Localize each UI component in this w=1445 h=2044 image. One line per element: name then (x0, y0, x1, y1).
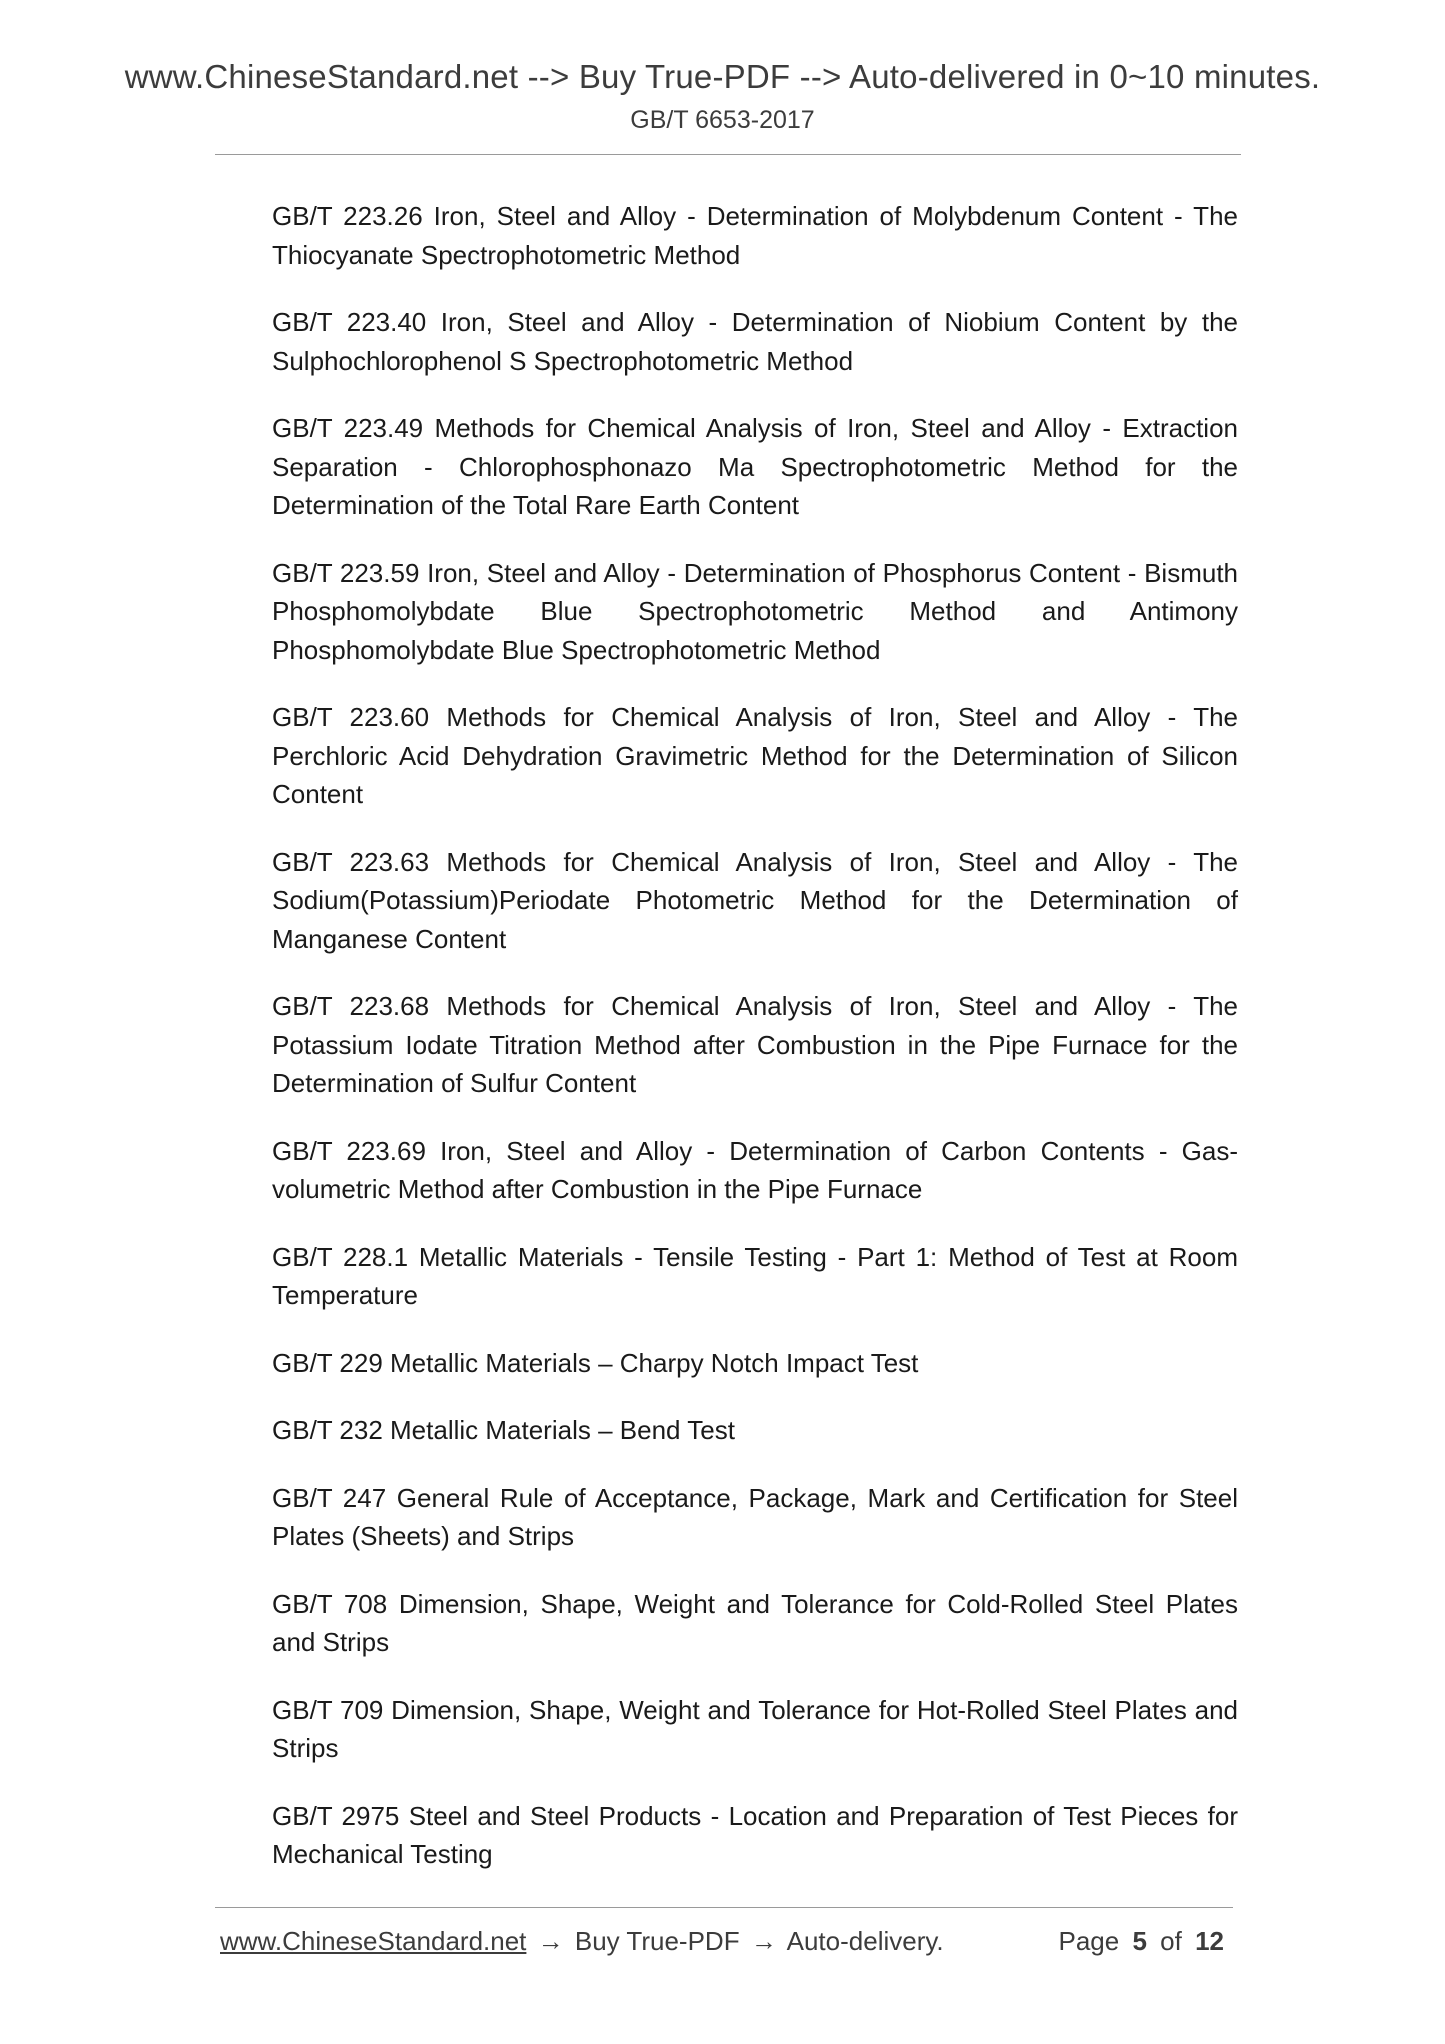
site-link[interactable]: www.ChineseStandard.net (220, 1926, 527, 1956)
normative-references-list (272, 197, 1238, 1903)
reference-item: GB/T 223.63 Methods for Chemical Analysis of Iron, Steel and Alloy - The Sodium(Potassium)Periodate Photometric Method for the Determination of Manganese Content (272, 846, 1238, 954)
current-page-number: 5 (1132, 1926, 1147, 1956)
reference-item: GB/T 223.59 Iron, Steel and Alloy - Determination of Phosphorus Content - Bismuth Phosphomolybdate Blue Spectrophotometric Method and Antimony Phosphomolybdate Blue Spectrophotometric Method (272, 557, 1238, 665)
reference-item: GB/T 223.69 Iron, Steel and Alloy - Determination of Carbon Contents - Gas-volumetric Method after Combustion in the Pipe Furnace (272, 1135, 1238, 1204)
reference-item: GB/T 223.40 Iron, Steel and Alloy - Determination of Niobium Content by the Sulphochlorophenol S Spectrophotometric Method (272, 307, 1238, 376)
page-of-label: of (1160, 1926, 1182, 1956)
total-pages-number: 12 (1195, 1926, 1224, 1956)
delivery-text: Auto-delivery. (786, 1926, 944, 1956)
reference-item: GB/T 232 Metallic Materials – Bend Test (272, 1415, 735, 1445)
page-indicator (1058, 1926, 1230, 1957)
right-arrow-icon: → (537, 1926, 564, 1956)
reference-item: GB/T 223.49 Methods for Chemical Analysis of Iron, Steel and Alloy - Extraction Separation - Chlorophosphonazo Ma Spectrophotometric Method for the Determination of the Total Rare Earth Content (272, 413, 1238, 520)
reference-item: GB/T 247 General Rule of Acceptance, Package, Mark and Certification for Steel Plates (Sheets) and Strips (272, 1482, 1238, 1551)
footer-divider (215, 1907, 1233, 1908)
reference-item: GB/T 2975 Steel and Steel Products - Location and Preparation of Test Pieces for Mechanical Testing (272, 1800, 1238, 1869)
right-arrow-icon: → (750, 1926, 777, 1956)
standard-code: GB/T 6653-2017 (630, 106, 815, 134)
header-banner: www.ChineseStandard.net --> Buy True-PDF --> Auto-delivered in 0~10 minutes. (124, 58, 1321, 95)
buy-text: Buy True-PDF (574, 1926, 740, 1956)
header-divider (215, 154, 1241, 155)
reference-item: GB/T 228.1 Metallic Materials - Tensile Testing - Part 1: Method of Test at Room Temperature (272, 1241, 1238, 1310)
reference-item: GB/T 709 Dimension, Shape, Weight and Tolerance for Hot-Rolled Steel Plates and Strips (272, 1694, 1238, 1763)
footer-promo (220, 1926, 944, 1957)
reference-item: GB/T 223.60 Methods for Chemical Analysis of Iron, Steel and Alloy - The Perchloric Acid Dehydration Gravimetric Method for the Determination of Silicon Content (272, 702, 1238, 809)
reference-item: GB/T 708 Dimension, Shape, Weight and Tolerance for Cold-Rolled Steel Plates and Strips (272, 1588, 1238, 1657)
page-label: Page (1058, 1926, 1120, 1956)
reference-item: GB/T 223.26 Iron, Steel and Alloy - Determination of Molybdenum Content - The Thiocyanate Spectrophotometric Method (272, 201, 1238, 270)
page-footer (220, 1926, 1230, 1966)
reference-item: GB/T 223.68 Methods for Chemical Analysis of Iron, Steel and Alloy - The Potassium Iodate Titration Method after Combustion in the Pipe Furnace for the Determination of Sulfur Content (272, 991, 1238, 1098)
reference-item: GB/T 229 Metallic Materials – Charpy Notch Impact Test (272, 1347, 919, 1378)
